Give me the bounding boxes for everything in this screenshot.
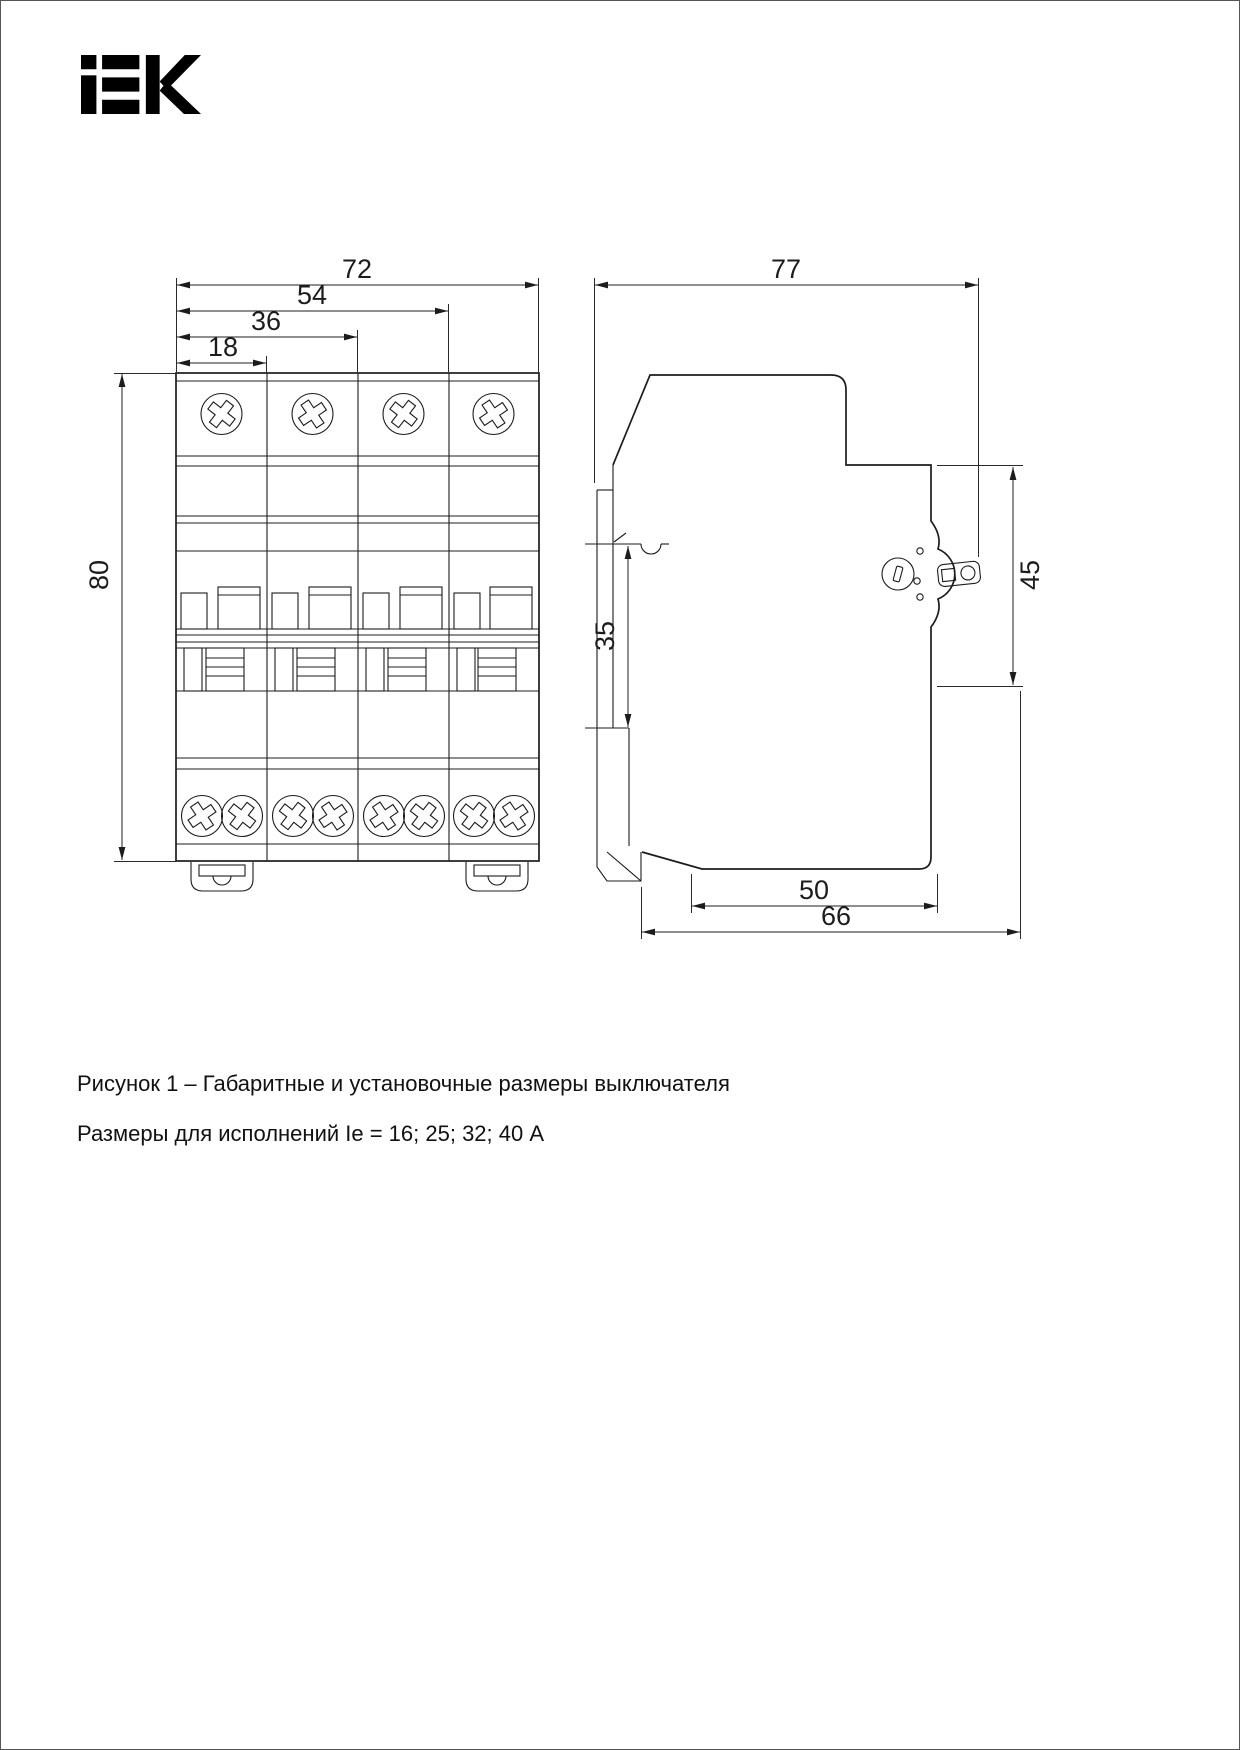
front-view (84, 254, 539, 891)
dim-label-50: 50 (798, 875, 830, 905)
dim-label-72: 72 (341, 254, 373, 284)
pole-module (181, 394, 263, 837)
figure-caption: Рисунок 1 – Габаритные и установочные размеры выключателя (77, 1071, 730, 1096)
dim-label-80: 80 (84, 559, 114, 591)
dim-label-54: 54 (296, 280, 328, 310)
din-clip (466, 862, 528, 891)
dim-label-36: 36 (250, 306, 282, 336)
dim-label-45: 45 (1015, 559, 1045, 591)
pole-module (454, 394, 535, 837)
pole-module (272, 394, 354, 837)
dim-label-35: 35 (590, 620, 620, 652)
figure-subcaption: Размеры для исполнений Ie = 16; 25; 32; 40 А (77, 1121, 545, 1146)
dim-label-66: 66 (820, 901, 852, 931)
dim-label-77: 77 (770, 254, 802, 284)
din-clip (191, 862, 253, 891)
breaker-toggle (882, 548, 981, 600)
side-view (585, 254, 1045, 939)
figure-1-drawing (1, 1, 1240, 971)
pole-module (363, 394, 445, 837)
dim-label-18: 18 (207, 332, 239, 362)
